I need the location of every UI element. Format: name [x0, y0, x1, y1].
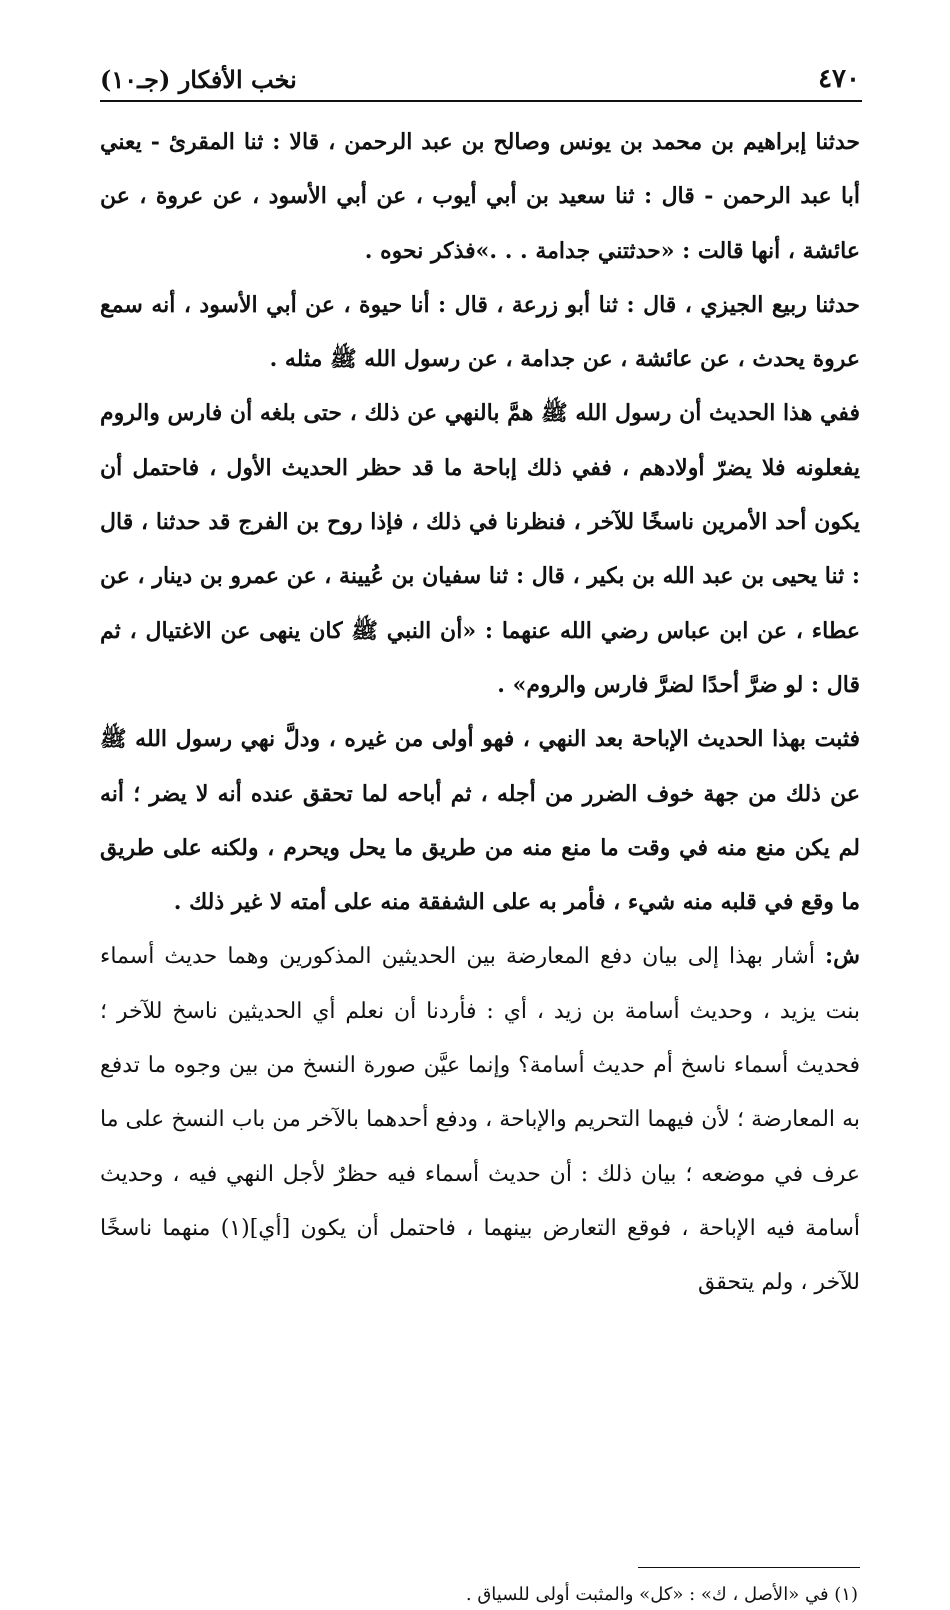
paragraph-sharh	[100, 929, 860, 1310]
header-rule	[100, 100, 862, 102]
paragraph-commentary-2: فثبت بهذا الحديث الإباحة بعد النهي ، فهو أولى من غيره ، ودلَّ نهي رسول الله ﷺ عن ذلك من جهة خوف الضرر من أجله ، ثم أباحه لما تحقق عنده أنه لا يضر ؛ أنه لم يكن منع منه في وقت ما منع منه من طريق ما يحل ويحرم ، ولكنه على طريق ما وقع في قلبه منه شيء ، فأمر به على الشفقة منه على أمته لا غير ذلك .	[100, 726, 860, 916]
main-text	[100, 115, 860, 1311]
page-number: ٤٧٠	[818, 64, 860, 94]
sharh-marker: ش:	[825, 943, 860, 970]
book-title: نخب الأفكار (جـ١٠)	[100, 65, 297, 94]
paragraph-isnad-2: حدثنا ربيع الجيزي ، قال : ثنا أبو زرعة ، قال : أنا حيوة ، عن أبي الأسود ، أنه سمع عروة يحدث ، عن عائشة ، عن جدامة ، عن رسول الله ﷺ مثله .	[100, 291, 860, 373]
running-header	[100, 50, 860, 94]
footnote: (١) في «الأصل ، ك» : «كل» والمثبت أولى للسياق .	[465, 1584, 858, 1605]
paragraph-commentary-1: ففي هذا الحديث أن رسول الله ﷺ همَّ بالنهي عن ذلك ، حتى بلغه أن فارس والروم يفعلونه فلا يضرّ أولادهم ، ففي ذلك إباحة ما قد حظر الحديث الأول ، فاحتمل أن يكون أحد الأمرين ناسخًا للآخر ، فنظرنا في ذلك ، فإذا روح بن الفرج قد حدثنا ، قال : ثنا يحيى بن عبد الله بن بكير ، قال : ثنا سفيان بن عُيينة ، عن عمرو بن دينار ، عن عطاء ، عن ابن عباس رضي الله عنهما : «أن النبي ﷺ كان ينهى عن الاغتيال ، ثم قال : لو ضرَّ أحدًا لضرَّ فارس والروم» .	[100, 400, 860, 698]
paragraph-isnad-1: حدثنا إبراهيم بن محمد بن يونس وصالح بن عبد الرحمن ، قالا : ثنا المقرئ - يعني أبا عبد الرحمن - قال : ثنا سعيد بن أبي أيوب ، عن أبي الأسود ، عن عروة ، عن عائشة ، أنها قالت : «حدثتني جدامة . . .»فذكر نحوه .	[100, 129, 860, 264]
footnote-separator	[638, 1567, 860, 1568]
sharh-text: أشار بهذا إلى بيان دفع المعارضة بين الحديثين المذكورين وهما حديث أسماء بنت يزيد ، وحديث أسامة بن زيد ، أي : فأردنا أن نعلم أي الحديثين ناسخ للآخر ؛ فحديث أسماء ناسخ أم حديث أسامة؟ وإنما عيَّن صورة النسخ من بين وجوه ما تدفع به المعارضة ؛ لأن فيهما التحريم والإباحة ، ودفع أحدهما بالآخر من باب النسخ على ما عرف في موضعه ؛ بيان ذلك : أن حديث أسماء فيه حظرٌ لأجل النهي فيه ، وحديث أسامة فيه الإباحة ، فوقع التعارض بينهما ، فاحتمل أن يكون [أي](١) منهما ناسخًا للآخر ، ولم يتحقق	[100, 944, 861, 1296]
